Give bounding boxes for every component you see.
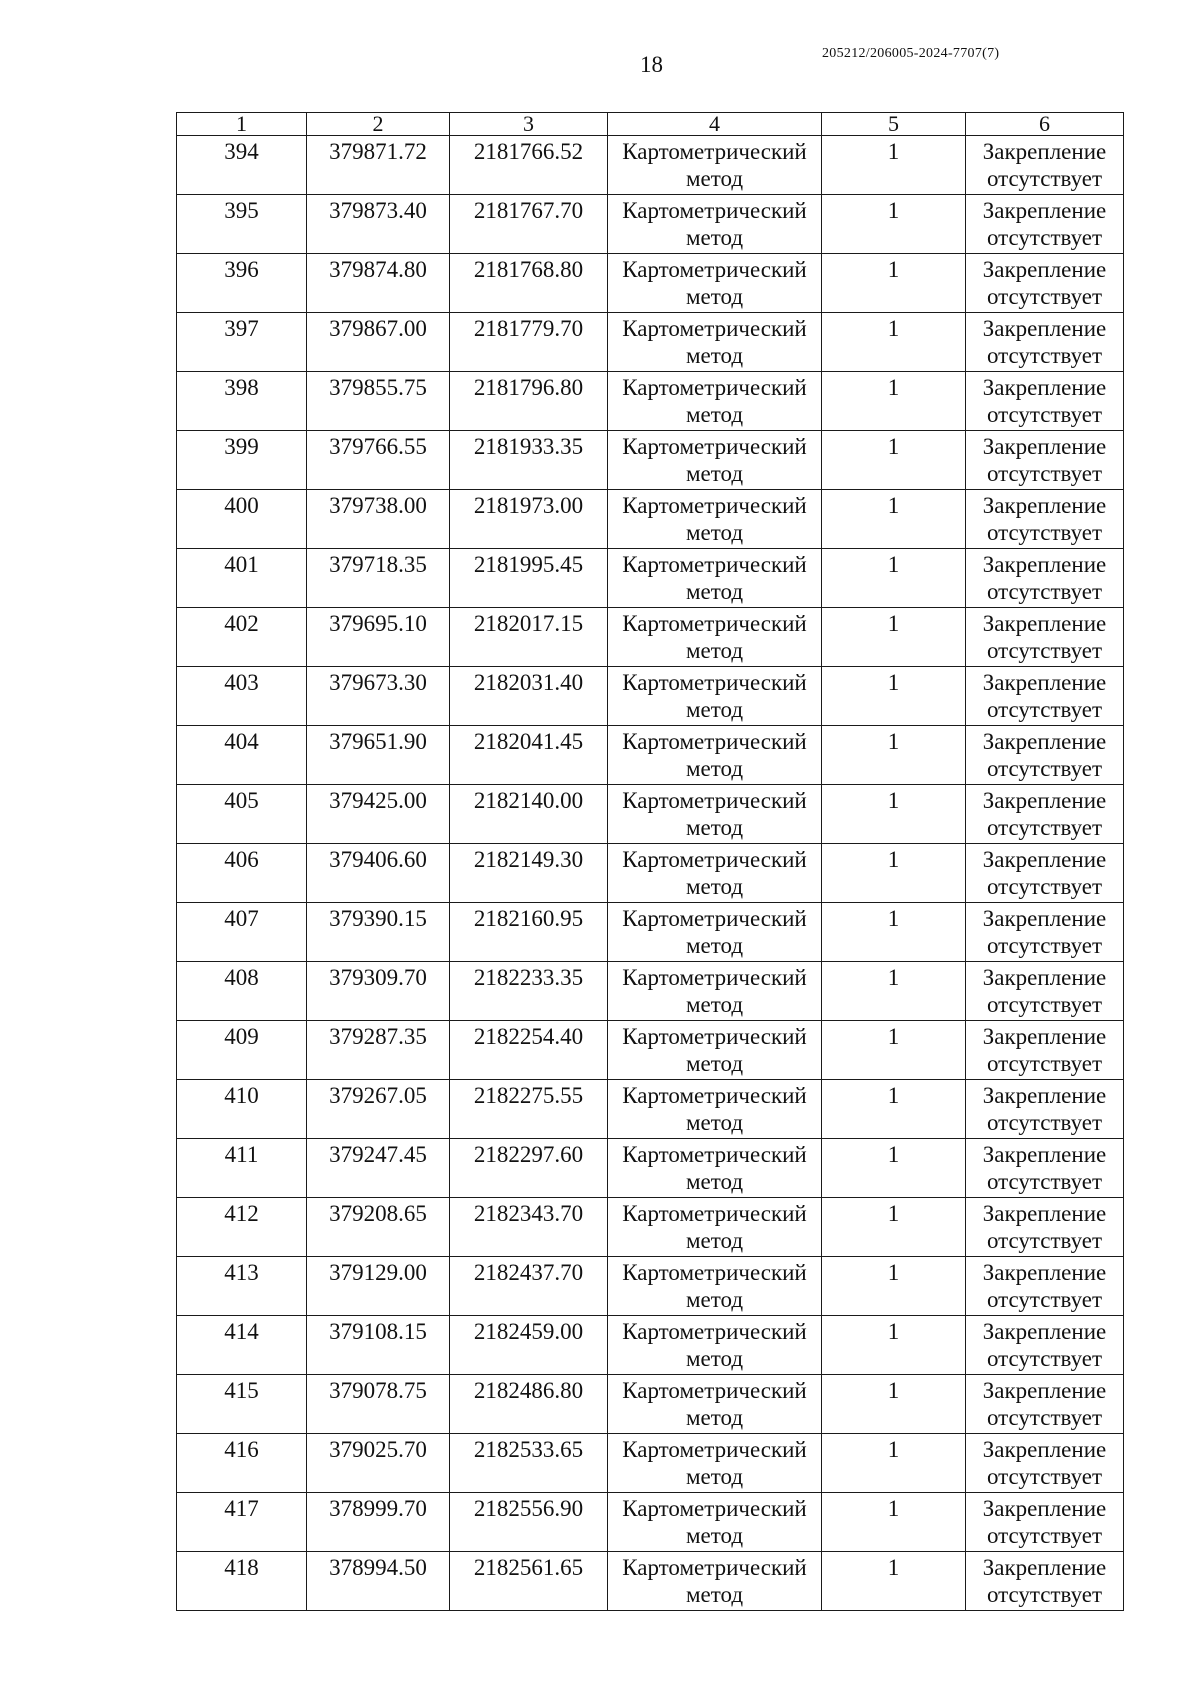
- point-number: 408: [177, 962, 307, 1021]
- fixation-cell-line-1: Закрепление: [982, 1260, 1107, 1285]
- accuracy-cell: 1: [822, 549, 966, 608]
- fixation-cell-line-2: отсутствует: [986, 225, 1103, 250]
- fixation-cell-line-2: отсутствует: [986, 166, 1103, 191]
- table-row: [177, 1139, 1124, 1198]
- fixation-cell-line-1: Закрепление: [982, 1496, 1107, 1521]
- table-body: [177, 136, 1124, 1611]
- fixation-cell-line-1: Закрепление: [982, 906, 1107, 931]
- coordinate-y: 2181933.35: [450, 431, 608, 490]
- coordinate-y: 2182041.45: [450, 726, 608, 785]
- accuracy-cell: 1: [822, 1375, 966, 1434]
- fixation-cell-line-1: Закрепление: [982, 670, 1107, 695]
- fixation-cell-line-2: отсутствует: [986, 638, 1103, 663]
- coordinate-y: 2181973.00: [450, 490, 608, 549]
- accuracy-cell: 1: [822, 1552, 966, 1611]
- method-cell-line-2: метод: [685, 1110, 744, 1135]
- coordinate-x: 379867.00: [307, 313, 450, 372]
- point-number: 401: [177, 549, 307, 608]
- fixation-cell-line-2: отсутствует: [986, 815, 1103, 840]
- method-cell: [608, 136, 822, 195]
- coordinate-x: 379651.90: [307, 726, 450, 785]
- fixation-cell-line-1: Закрепление: [982, 611, 1107, 636]
- accuracy-cell: 1: [822, 785, 966, 844]
- coordinate-x: 379873.40: [307, 195, 450, 254]
- method-cell: [608, 195, 822, 254]
- method-cell: [608, 1080, 822, 1139]
- coordinate-x: 379406.60: [307, 844, 450, 903]
- method-cell-line-1: Картометрический: [622, 1142, 807, 1167]
- coordinate-y: 2181768.80: [450, 254, 608, 313]
- header-col-2: 2: [307, 113, 450, 136]
- point-number: 398: [177, 372, 307, 431]
- coordinate-x: 379871.72: [307, 136, 450, 195]
- table-row: [177, 254, 1124, 313]
- fixation-cell-line-2: отсутствует: [986, 1110, 1103, 1135]
- accuracy-cell: 1: [822, 1198, 966, 1257]
- fixation-cell-line-2: отсутствует: [986, 579, 1103, 604]
- fixation-cell: [966, 1139, 1124, 1198]
- method-cell: [608, 726, 822, 785]
- fixation-cell-line-2: отсутствует: [986, 1346, 1103, 1371]
- coordinate-y: 2182275.55: [450, 1080, 608, 1139]
- coordinate-x: 379718.35: [307, 549, 450, 608]
- point-number: 407: [177, 903, 307, 962]
- accuracy-cell: 1: [822, 490, 966, 549]
- coordinate-y: 2182031.40: [450, 667, 608, 726]
- table-row: [177, 1493, 1124, 1552]
- method-cell-line-2: метод: [685, 166, 744, 191]
- accuracy-cell: 1: [822, 254, 966, 313]
- fixation-cell-line-2: отсутствует: [986, 756, 1103, 781]
- accuracy-cell: 1: [822, 1316, 966, 1375]
- fixation-cell-line-1: Закрепление: [982, 1024, 1107, 1049]
- method-cell-line-1: Картометрический: [622, 139, 807, 164]
- method-cell-line-1: Картометрический: [622, 729, 807, 754]
- method-cell: [608, 254, 822, 313]
- fixation-cell-line-1: Закрепление: [982, 847, 1107, 872]
- point-number: 396: [177, 254, 307, 313]
- accuracy-cell: 1: [822, 1080, 966, 1139]
- coordinate-x: 379287.35: [307, 1021, 450, 1080]
- accuracy-cell: 1: [822, 313, 966, 372]
- fixation-cell-line-2: отсутствует: [986, 284, 1103, 309]
- accuracy-cell: 1: [822, 667, 966, 726]
- method-cell: [608, 1021, 822, 1080]
- coordinate-x: 379267.05: [307, 1080, 450, 1139]
- accuracy-cell: 1: [822, 726, 966, 785]
- coordinate-x: 379078.75: [307, 1375, 450, 1434]
- method-cell-line-2: метод: [685, 1405, 744, 1430]
- method-cell-line-2: метод: [685, 815, 744, 840]
- method-cell-line-2: метод: [685, 520, 744, 545]
- table-row: [177, 1552, 1124, 1611]
- accuracy-cell: 1: [822, 372, 966, 431]
- method-cell-line-2: метод: [685, 638, 744, 663]
- method-cell: [608, 1316, 822, 1375]
- table-header: [177, 113, 1124, 136]
- method-cell: [608, 313, 822, 372]
- fixation-cell-line-1: Закрепление: [982, 257, 1107, 282]
- method-cell-line-2: метод: [685, 343, 744, 368]
- table-row: [177, 313, 1124, 372]
- accuracy-cell: 1: [822, 1257, 966, 1316]
- coordinate-y: 2182233.35: [450, 962, 608, 1021]
- coordinate-x: 379309.70: [307, 962, 450, 1021]
- coordinate-x: 379874.80: [307, 254, 450, 313]
- fixation-cell-line-1: Закрепление: [982, 139, 1107, 164]
- method-cell-line-1: Картометрический: [622, 847, 807, 872]
- point-number: 418: [177, 1552, 307, 1611]
- point-number: 402: [177, 608, 307, 667]
- method-cell: [608, 1139, 822, 1198]
- method-cell-line-2: метод: [685, 933, 744, 958]
- method-cell: [608, 431, 822, 490]
- table-row: [177, 490, 1124, 549]
- fixation-cell-line-2: отсутствует: [986, 520, 1103, 545]
- document-code: 205212/206005-2024-7707(7): [822, 46, 1000, 61]
- coordinate-x: 379673.30: [307, 667, 450, 726]
- coordinate-y: 2181766.52: [450, 136, 608, 195]
- point-number: 416: [177, 1434, 307, 1493]
- fixation-cell-line-2: отсутствует: [986, 1169, 1103, 1194]
- method-cell-line-2: метод: [685, 992, 744, 1017]
- method-cell-line-2: метод: [685, 1582, 744, 1607]
- header-col-5: 5: [822, 113, 966, 136]
- fixation-cell-line-2: отсутствует: [986, 461, 1103, 486]
- fixation-cell-line-1: Закрепление: [982, 965, 1107, 990]
- fixation-cell: [966, 1198, 1124, 1257]
- fixation-cell: [966, 844, 1124, 903]
- fixation-cell: [966, 1021, 1124, 1080]
- method-cell-line-1: Картометрический: [622, 1201, 807, 1226]
- fixation-cell-line-1: Закрепление: [982, 1083, 1107, 1108]
- method-cell-line-1: Картометрический: [622, 1496, 807, 1521]
- coordinate-y: 2182561.65: [450, 1552, 608, 1611]
- accuracy-cell: 1: [822, 962, 966, 1021]
- method-cell-line-2: метод: [685, 402, 744, 427]
- point-number: 400: [177, 490, 307, 549]
- coordinate-y: 2182254.40: [450, 1021, 608, 1080]
- coordinate-x: 378999.70: [307, 1493, 450, 1552]
- method-cell-line-2: метод: [685, 1169, 744, 1194]
- fixation-cell-line-1: Закрепление: [982, 493, 1107, 518]
- coordinate-x: 379855.75: [307, 372, 450, 431]
- coordinate-x: 379025.70: [307, 1434, 450, 1493]
- point-number: 417: [177, 1493, 307, 1552]
- method-cell-line-1: Картометрический: [622, 1260, 807, 1285]
- method-cell-line-2: метод: [685, 1287, 744, 1312]
- fixation-cell-line-2: отсутствует: [986, 1405, 1103, 1430]
- header-col-3: 3: [450, 113, 608, 136]
- point-number: 394: [177, 136, 307, 195]
- table-row: [177, 372, 1124, 431]
- point-number: 415: [177, 1375, 307, 1434]
- fixation-cell: [966, 667, 1124, 726]
- coordinates-table: [176, 112, 1124, 1611]
- point-number: 406: [177, 844, 307, 903]
- method-cell: [608, 1493, 822, 1552]
- coordinate-y: 2182140.00: [450, 785, 608, 844]
- table-row: [177, 1021, 1124, 1080]
- method-cell-line-1: Картометрический: [622, 1555, 807, 1580]
- coordinate-x: 378994.50: [307, 1552, 450, 1611]
- fixation-cell: [966, 1257, 1124, 1316]
- table-row: [177, 726, 1124, 785]
- fixation-cell-line-2: отсутствует: [986, 697, 1103, 722]
- fixation-cell-line-2: отсутствует: [986, 402, 1103, 427]
- coordinate-y: 2182343.70: [450, 1198, 608, 1257]
- method-cell-line-2: метод: [685, 1464, 744, 1489]
- fixation-cell-line-1: Закрепление: [982, 316, 1107, 341]
- fixation-cell: [966, 903, 1124, 962]
- method-cell-line-2: метод: [685, 874, 744, 899]
- method-cell-line-1: Картометрический: [622, 434, 807, 459]
- header-col-1: 1: [177, 113, 307, 136]
- coordinate-x: 379208.65: [307, 1198, 450, 1257]
- accuracy-cell: 1: [822, 1434, 966, 1493]
- table-row: [177, 903, 1124, 962]
- fixation-cell-line-2: отсутствует: [986, 343, 1103, 368]
- method-cell-line-2: метод: [685, 756, 744, 781]
- table-row: [177, 844, 1124, 903]
- method-cell: [608, 549, 822, 608]
- header-col-6: 6: [966, 113, 1124, 136]
- coordinate-x: 379390.15: [307, 903, 450, 962]
- point-number: 397: [177, 313, 307, 372]
- method-cell: [608, 1552, 822, 1611]
- table-row: [177, 1316, 1124, 1375]
- method-cell-line-2: метод: [685, 1346, 744, 1371]
- fixation-cell: [966, 1375, 1124, 1434]
- method-cell: [608, 1198, 822, 1257]
- table-row: [177, 1375, 1124, 1434]
- page-number: 18: [640, 52, 663, 77]
- coordinate-y: 2182437.70: [450, 1257, 608, 1316]
- method-cell-line-2: метод: [685, 284, 744, 309]
- fixation-cell-line-1: Закрепление: [982, 729, 1107, 754]
- method-cell-line-1: Картометрический: [622, 1024, 807, 1049]
- accuracy-cell: 1: [822, 844, 966, 903]
- fixation-cell-line-2: отсутствует: [986, 1582, 1103, 1607]
- method-cell: [608, 1434, 822, 1493]
- method-cell: [608, 1257, 822, 1316]
- fixation-cell-line-1: Закрепление: [982, 375, 1107, 400]
- method-cell-line-1: Картометрический: [622, 375, 807, 400]
- point-number: 410: [177, 1080, 307, 1139]
- point-number: 411: [177, 1139, 307, 1198]
- method-cell-line-1: Картометрический: [622, 1083, 807, 1108]
- fixation-cell-line-1: Закрепление: [982, 1378, 1107, 1403]
- fixation-cell-line-2: отсутствует: [986, 1464, 1103, 1489]
- accuracy-cell: 1: [822, 1493, 966, 1552]
- method-cell: [608, 962, 822, 1021]
- table-row: [177, 195, 1124, 254]
- point-number: 404: [177, 726, 307, 785]
- method-cell-line-2: метод: [685, 461, 744, 486]
- coordinate-y: 2181767.70: [450, 195, 608, 254]
- point-number: 412: [177, 1198, 307, 1257]
- fixation-cell-line-1: Закрепление: [982, 1437, 1107, 1462]
- method-cell: [608, 1375, 822, 1434]
- table-row: [177, 608, 1124, 667]
- fixation-cell-line-1: Закрепление: [982, 788, 1107, 813]
- fixation-cell-line-1: Закрепление: [982, 552, 1107, 577]
- method-cell-line-1: Картометрический: [622, 611, 807, 636]
- table-row: [177, 136, 1124, 195]
- method-cell-line-1: Картометрический: [622, 1319, 807, 1344]
- coordinate-y: 2182017.15: [450, 608, 608, 667]
- fixation-cell: [966, 431, 1124, 490]
- point-number: 395: [177, 195, 307, 254]
- table-row: [177, 1198, 1124, 1257]
- method-cell-line-2: метод: [685, 697, 744, 722]
- coordinate-x: 379108.15: [307, 1316, 450, 1375]
- table-row: [177, 1434, 1124, 1493]
- point-number: 413: [177, 1257, 307, 1316]
- table-row: [177, 1080, 1124, 1139]
- method-cell-line-1: Картометрический: [622, 670, 807, 695]
- method-cell: [608, 844, 822, 903]
- fixation-cell-line-1: Закрепление: [982, 434, 1107, 459]
- method-cell-line-1: Картометрический: [622, 198, 807, 223]
- coordinate-x: 379425.00: [307, 785, 450, 844]
- coordinate-x: 379695.10: [307, 608, 450, 667]
- method-cell: [608, 372, 822, 431]
- fixation-cell-line-1: Закрепление: [982, 1142, 1107, 1167]
- fixation-cell: [966, 1316, 1124, 1375]
- coordinate-y: 2182459.00: [450, 1316, 608, 1375]
- method-cell-line-1: Картометрический: [622, 493, 807, 518]
- method-cell: [608, 490, 822, 549]
- table-row: [177, 1257, 1124, 1316]
- method-cell-line-1: Картометрический: [622, 906, 807, 931]
- accuracy-cell: 1: [822, 903, 966, 962]
- fixation-cell-line-1: Закрепление: [982, 1319, 1107, 1344]
- coordinate-x: 379129.00: [307, 1257, 450, 1316]
- fixation-cell: [966, 1552, 1124, 1611]
- fixation-cell-line-1: Закрепление: [982, 198, 1107, 223]
- fixation-cell: [966, 726, 1124, 785]
- accuracy-cell: 1: [822, 608, 966, 667]
- fixation-cell: [966, 1080, 1124, 1139]
- table-row: [177, 785, 1124, 844]
- method-cell-line-2: метод: [685, 225, 744, 250]
- method-cell-line-1: Картометрический: [622, 257, 807, 282]
- coordinate-x: 379766.55: [307, 431, 450, 490]
- coordinate-y: 2182149.30: [450, 844, 608, 903]
- method-cell: [608, 785, 822, 844]
- fixation-cell-line-1: Закрепление: [982, 1201, 1107, 1226]
- coordinate-y: 2182297.60: [450, 1139, 608, 1198]
- header-col-4: 4: [608, 113, 822, 136]
- table-row: [177, 962, 1124, 1021]
- fixation-cell-line-2: отсутствует: [986, 992, 1103, 1017]
- coordinate-y: 2182486.80: [450, 1375, 608, 1434]
- fixation-cell-line-2: отсутствует: [986, 1051, 1103, 1076]
- fixation-cell-line-2: отсутствует: [986, 874, 1103, 899]
- fixation-cell: [966, 1434, 1124, 1493]
- method-cell-line-2: метод: [685, 579, 744, 604]
- accuracy-cell: 1: [822, 136, 966, 195]
- accuracy-cell: 1: [822, 1139, 966, 1198]
- fixation-cell-line-2: отсутствует: [986, 1287, 1103, 1312]
- method-cell-line-2: метод: [685, 1523, 744, 1548]
- method-cell-line-2: метод: [685, 1228, 744, 1253]
- coordinate-x: 379247.45: [307, 1139, 450, 1198]
- method-cell-line-1: Картометрический: [622, 316, 807, 341]
- method-cell: [608, 608, 822, 667]
- fixation-cell: [966, 254, 1124, 313]
- point-number: 414: [177, 1316, 307, 1375]
- table-row: [177, 549, 1124, 608]
- coordinate-y: 2182556.90: [450, 1493, 608, 1552]
- method-cell-line-1: Картометрический: [622, 965, 807, 990]
- accuracy-cell: 1: [822, 195, 966, 254]
- fixation-cell: [966, 313, 1124, 372]
- fixation-cell-line-2: отсутствует: [986, 1523, 1103, 1548]
- method-cell: [608, 903, 822, 962]
- table-row: [177, 667, 1124, 726]
- method-cell: [608, 667, 822, 726]
- point-number: 409: [177, 1021, 307, 1080]
- method-cell-line-1: Картометрический: [622, 788, 807, 813]
- method-cell-line-2: метод: [685, 1051, 744, 1076]
- fixation-cell: [966, 608, 1124, 667]
- point-number: 399: [177, 431, 307, 490]
- accuracy-cell: 1: [822, 431, 966, 490]
- method-cell-line-1: Картометрический: [622, 552, 807, 577]
- accuracy-cell: 1: [822, 1021, 966, 1080]
- fixation-cell: [966, 962, 1124, 1021]
- coordinate-x: 379738.00: [307, 490, 450, 549]
- fixation-cell-line-1: Закрепление: [982, 1555, 1107, 1580]
- fixation-cell: [966, 136, 1124, 195]
- header-row: [177, 113, 1124, 136]
- coordinate-y: 2182160.95: [450, 903, 608, 962]
- fixation-cell: [966, 195, 1124, 254]
- point-number: 405: [177, 785, 307, 844]
- table-row: [177, 431, 1124, 490]
- fixation-cell: [966, 372, 1124, 431]
- fixation-cell: [966, 785, 1124, 844]
- method-cell-line-1: Картометрический: [622, 1437, 807, 1462]
- fixation-cell-line-2: отсутствует: [986, 933, 1103, 958]
- point-number: 403: [177, 667, 307, 726]
- coordinate-y: 2181995.45: [450, 549, 608, 608]
- fixation-cell: [966, 549, 1124, 608]
- fixation-cell: [966, 1493, 1124, 1552]
- method-cell-line-1: Картометрический: [622, 1378, 807, 1403]
- coordinate-y: 2182533.65: [450, 1434, 608, 1493]
- fixation-cell-line-2: отсутствует: [986, 1228, 1103, 1253]
- coordinate-y: 2181796.80: [450, 372, 608, 431]
- fixation-cell: [966, 490, 1124, 549]
- coordinate-y: 2181779.70: [450, 313, 608, 372]
